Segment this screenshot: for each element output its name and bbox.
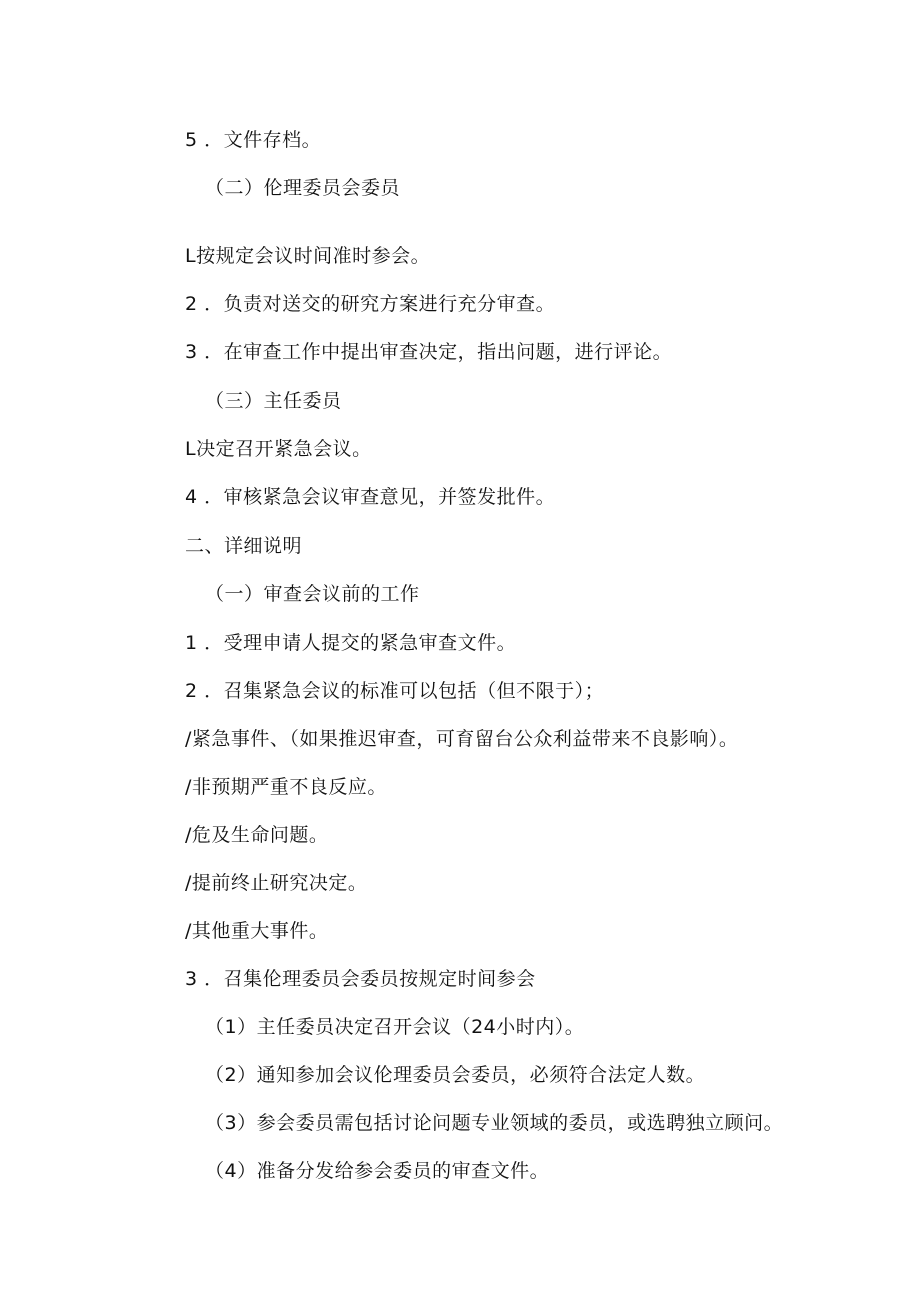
criteria-other-major-events: /其他重大事件。 xyxy=(185,920,329,942)
criteria-early-termination: /提前终止研究决定。 xyxy=(185,872,368,894)
section-heading-committee-members: （二）伦理委员会委员 xyxy=(205,177,401,199)
convene-step-1: （1）主任委员决定召开会议（24小时内）。 xyxy=(205,1016,585,1038)
item-5-file-archive: 5 ．文件存档。 xyxy=(185,129,322,151)
chair-duty-1: L决定召开紧急会议。 xyxy=(185,438,372,460)
subsection-heading-pre-meeting-work: （一）审查会议前的工作 xyxy=(205,583,420,605)
chair-duty-2: 4 ．审核紧急会议审查意见，并签发批件。 xyxy=(185,486,556,508)
criteria-emergency-event: /紧急事件、（如果推迟审查，可育留台公众利益带来不良影响）。 xyxy=(185,728,739,750)
pre-meeting-item-2: 2 ．召集紧急会议的标准可以包括（但不限于）； xyxy=(185,680,605,702)
member-duty-3: 3 ．在审查工作中提出审查决定，指出问题，进行评论。 xyxy=(185,341,673,363)
criteria-life-threatening: /危及生命问题。 xyxy=(185,824,329,846)
member-duty-2: 2 ．负责对送交的研究方案进行充分审查。 xyxy=(185,293,556,315)
pre-meeting-item-1: 1 ．受理申请人提交的紧急审查文件。 xyxy=(185,632,517,654)
member-duty-1: L按规定会议时间准时参会。 xyxy=(185,245,431,267)
criteria-unexpected-adverse-reaction: /非预期严重不良反应。 xyxy=(185,776,387,798)
pre-meeting-item-3: 3 ．召集伦理委员会委员按规定时间参会 xyxy=(185,968,536,990)
section-heading-detailed-description: 二、详细说明 xyxy=(185,535,303,557)
convene-step-3: （3）参会委员需包括讨论问题专业领域的委员，或选聘独立顾问。 xyxy=(205,1112,784,1134)
convene-step-2: （2）通知参加会议伦理委员会委员，必须符合法定人数。 xyxy=(205,1064,706,1086)
convene-step-4: （4）准备分发给参会委员的审查文件。 xyxy=(205,1160,550,1182)
section-heading-chair-member: （三）主任委员 xyxy=(205,390,342,412)
